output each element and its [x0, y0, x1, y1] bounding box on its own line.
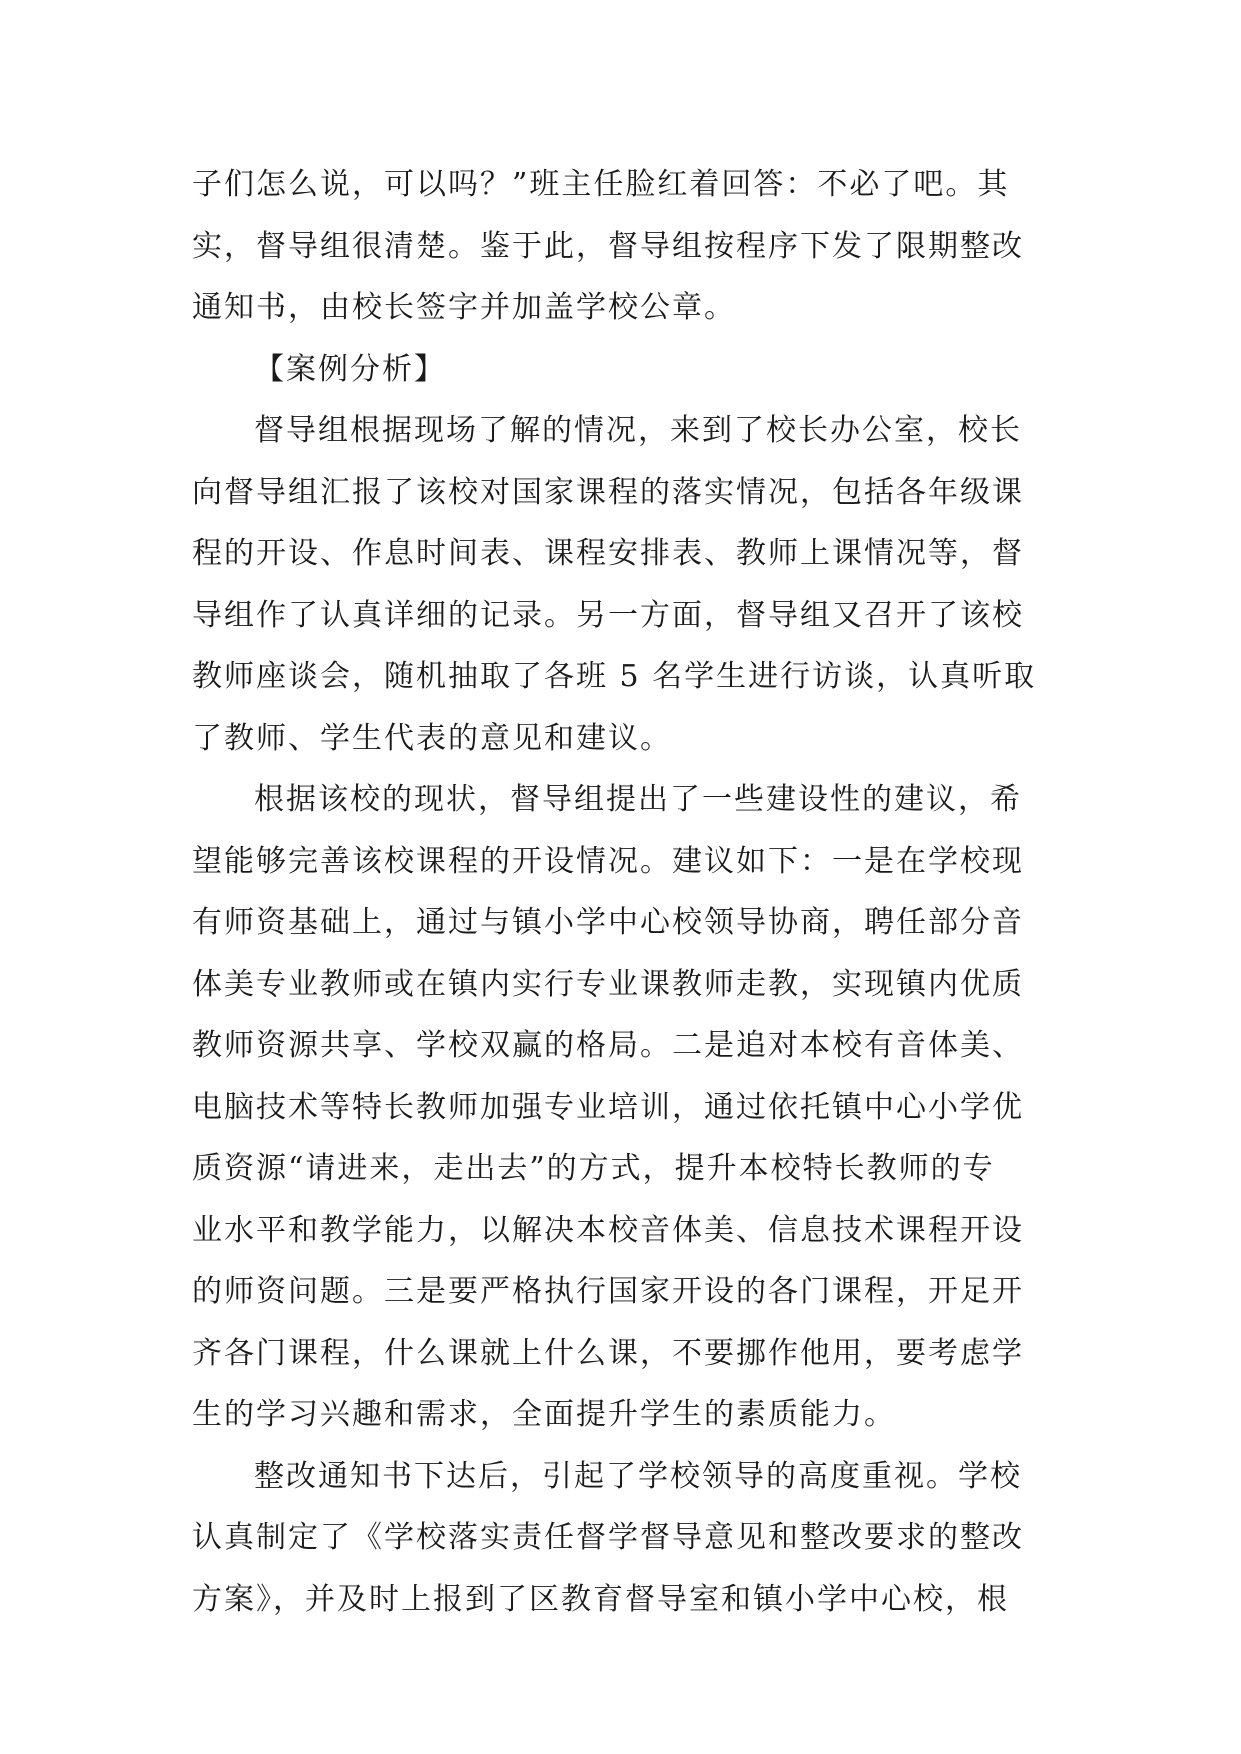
- paragraph-start-line: 整改通知书下达后，引起了学校领导的高度重视。学校: [254, 1458, 1022, 1494]
- text-line: 业水平和教学能力，以解决本校音体美、信息技术课程开设: [192, 1212, 1024, 1248]
- text-line: 质资源“请进来，走出去”的方式，提升本校特长教师的专: [192, 1151, 995, 1186]
- text-line: 认真制定了《学校落实责任督学督导意见和整改要求的整改: [192, 1520, 1024, 1555]
- paragraph-start-line: 根据该校的现状，督导组提出了一些建设性的建议，希: [254, 782, 1022, 817]
- text-line: 方案》，并及时上报到了区教育督导室和镇小学中心校，根: [192, 1581, 1009, 1617]
- text-line: 通知书，由校长签字并加盖学校公章。: [192, 290, 736, 325]
- document-body: [192, 154, 1062, 1630]
- text-line: 实，督导组很清楚。鉴于此，督导组按程序下发了限期整改: [192, 228, 1024, 264]
- text-line: 有师资基础上，通过与镇小学中心校领导协商，聘任部分音: [192, 905, 1024, 940]
- text-line: 的师资问题。三是要严格执行国家开设的各门课程，开足开: [192, 1274, 1024, 1309]
- text-line: 了教师、学生代表的意见和建议。: [192, 720, 672, 756]
- text-line: 体美专业教师或在镇内实行专业课教师走教，实现镇内优质: [192, 966, 1024, 1002]
- text-line: 程的开设、作息时间表、课程安排表、教师上课情况等，督: [192, 536, 1024, 571]
- paragraph-start-line: 督导组根据现场了解的情况，来到了校长办公室，校长: [254, 413, 1022, 448]
- text-line: 教师资源共享、学校双赢的格局。二是追对本校有音体美、: [192, 1028, 1024, 1063]
- text-line: 导组作了认真详细的记录。另一方面，督导组又召开了该校: [192, 597, 1024, 633]
- text-line: 子们怎么说，可以吗？”班主任脸红着回答：不必了吧。其: [192, 167, 1010, 202]
- text-line: 向督导组汇报了该校对国家课程的落实情况，包括各年级课: [192, 474, 1024, 510]
- text-line: 望能够完善该校课程的开设情况。建议如下：一是在学校现: [192, 843, 1024, 879]
- text-line: 生的学习兴趣和需求，全面提升学生的素质能力。: [192, 1397, 896, 1432]
- text-line: 教师座谈会，随机抽取了各班 5 名学生进行访谈，认真听取: [192, 659, 1037, 694]
- text-line: 齐各门课程，什么课就上什么课，不要挪作他用，要考虑学: [192, 1335, 1024, 1371]
- section-heading: 【案例分析】: [254, 351, 446, 387]
- text-line: 电脑技术等特长教师加强专业培训，通过依托镇中心小学优: [192, 1089, 1024, 1125]
